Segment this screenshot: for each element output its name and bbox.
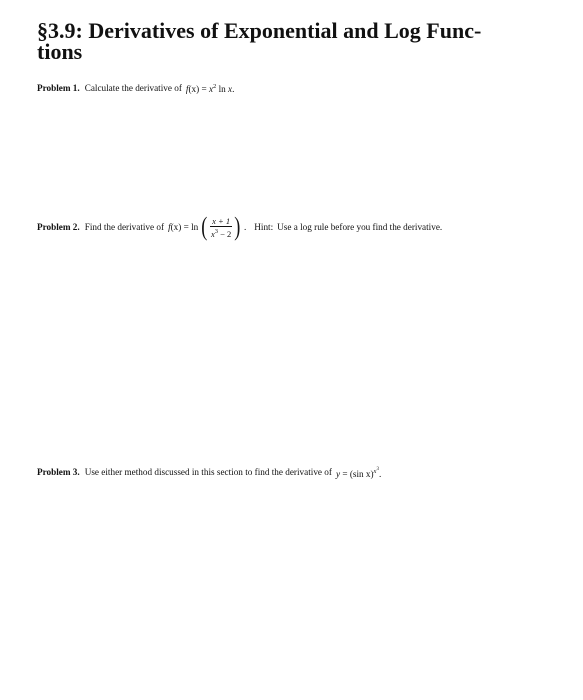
- fraction-numerator: x + 1: [212, 215, 231, 226]
- problem-2: Problem 2. Find the derivative of f(x) = ln ( $\frac{x + 1}{x^3 - 2}$ ) . Hint: Use a log rule before you find the derivative.: [37, 212, 443, 241]
- problem-3-text: Use either method discussed in this section to find the derivative of: [84, 467, 332, 477]
- problem-3-label: Problem 3.: [37, 467, 80, 477]
- problem-3-formula: y = (sin x)$^{x^3}$.: [335, 467, 382, 479]
- problem-1-text: Calculate the derivative of: [84, 83, 182, 93]
- problem-1-label: Problem 1.: [37, 83, 80, 93]
- problem-2-hint-label: Hint:: [254, 222, 274, 232]
- title-line-1: §3.9: Derivatives of Exponential and Log Func-: [37, 18, 482, 43]
- problem-1-formula: $f(x) = x^2$ ln x.: [185, 83, 235, 94]
- problem-2-formula: f(x) = ln: [168, 222, 199, 232]
- problem-1: [37, 81, 234, 95]
- problem-2-hint-text: Use a log rule before you find the derivative.: [277, 222, 443, 232]
- problem-2-fraction: ( $\frac{x + 1}{x^3 - 2}$ ): [201, 212, 241, 241]
- fraction-denominator: $x^3 - 2$: [210, 227, 232, 239]
- problem-3: [37, 464, 381, 480]
- section-title: [37, 20, 547, 62]
- problem-2-text: Find the derivative of: [84, 222, 165, 232]
- problem-2-label: Problem 2.: [37, 222, 80, 232]
- title-line-2: tions: [37, 39, 83, 64]
